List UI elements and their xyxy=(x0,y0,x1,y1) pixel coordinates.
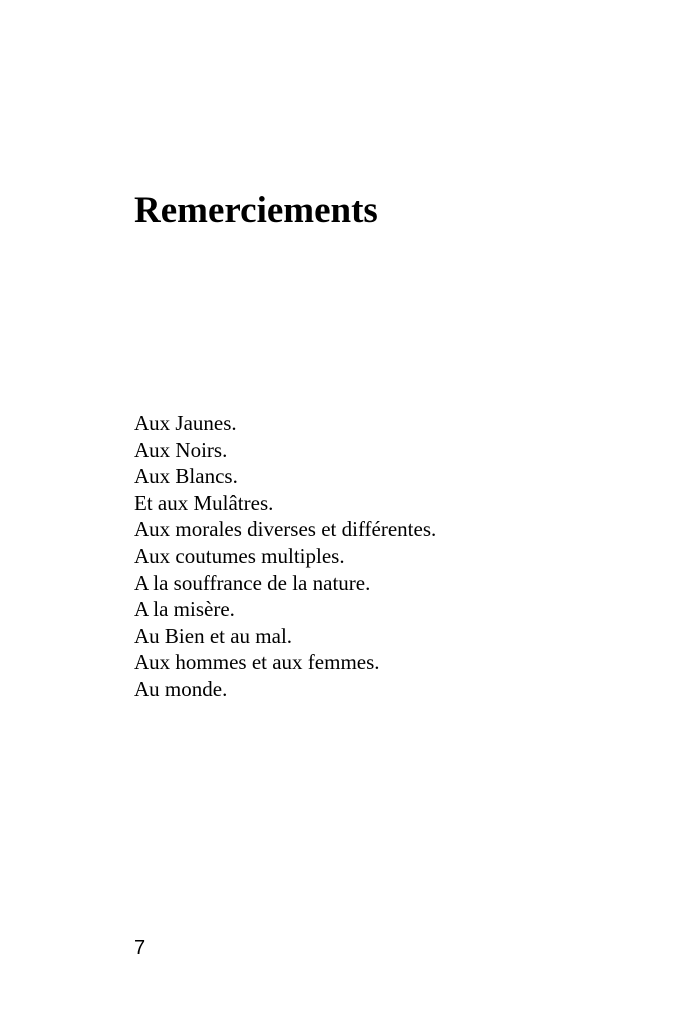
dedication-line: Aux hommes et aux femmes. xyxy=(134,650,380,675)
dedication-line: Aux morales diverses et différentes. xyxy=(134,517,437,542)
dedication-line: Au Bien et au mal. xyxy=(134,623,293,648)
dedication-line: Au monde. xyxy=(134,676,228,701)
dedication-line: Aux Jaunes. xyxy=(134,411,237,435)
dedication-list xyxy=(134,410,436,703)
page-title: Remerciements xyxy=(134,190,378,231)
dedication-line: Aux Blancs. xyxy=(134,464,238,489)
dedication-line: Et aux Mulâtres. xyxy=(134,490,274,515)
dedication-line: A la souffrance de la nature. xyxy=(134,570,371,595)
dedication-line: Aux Noirs. xyxy=(134,437,228,462)
dedication-line: Aux coutumes multiples. xyxy=(134,543,345,568)
dedication-line: A la misère. xyxy=(134,597,235,622)
page-number: 7 xyxy=(134,937,146,959)
